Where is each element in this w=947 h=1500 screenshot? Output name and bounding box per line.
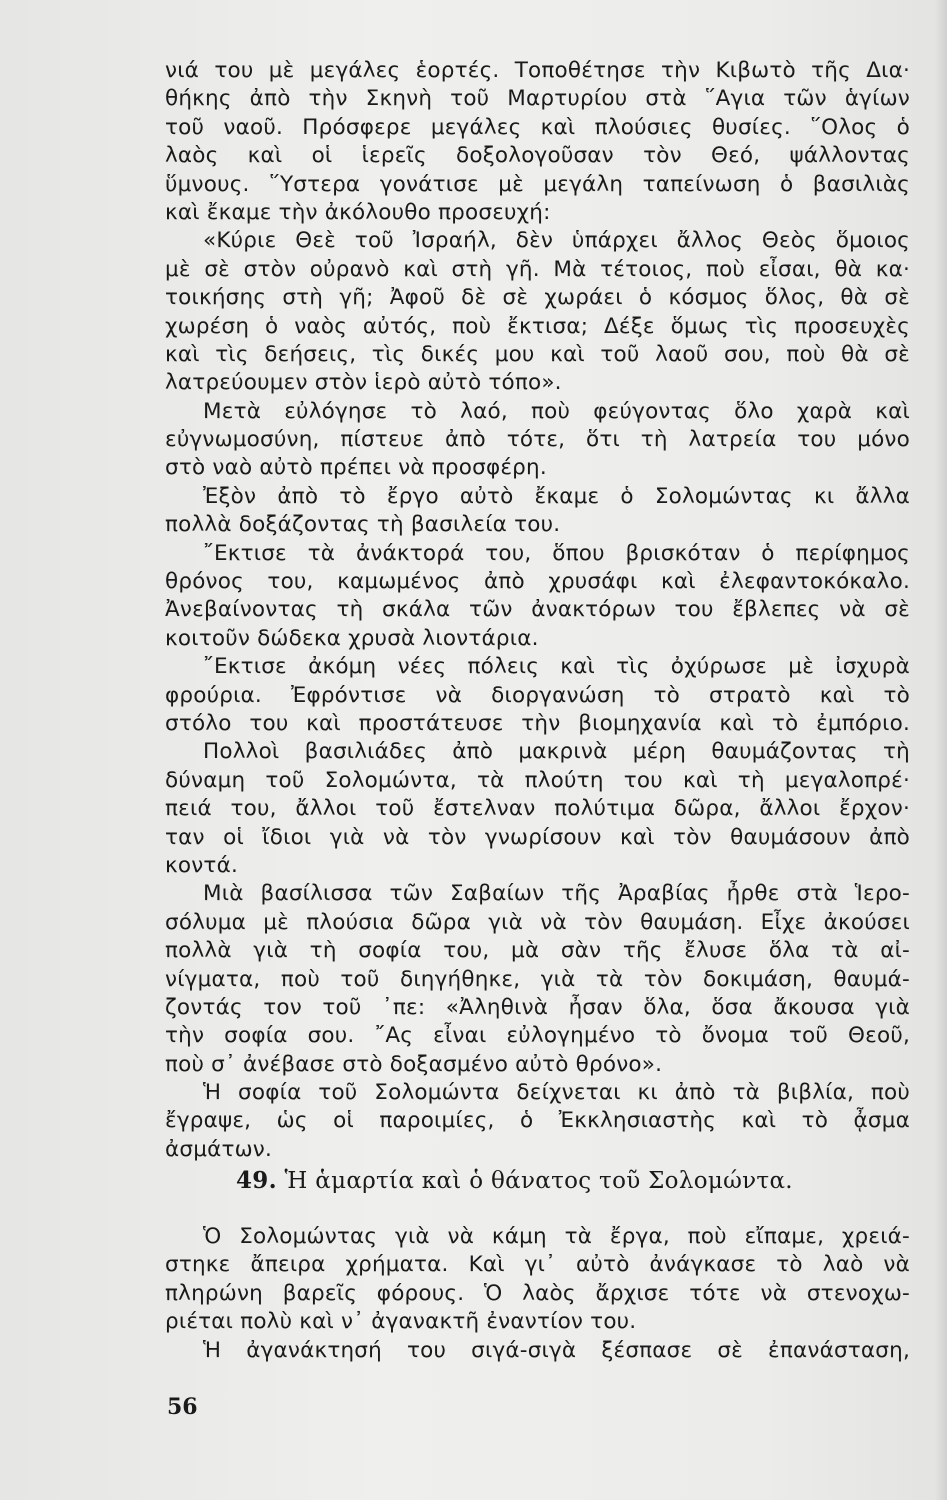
text-line: πολλὰ γιὰ τὴ σοφία του, μὰ σὰν τῆς ἔλυσε ὅλα τὰ αἰ- xyxy=(165,938,910,964)
text-line: νιά του μὲ μεγάλες ἑορτές. Τοποθέτησε τὴν Κιβωτὸ τῆς Δια· xyxy=(165,58,910,83)
body-text xyxy=(165,57,910,1164)
text-line: νίγματα, ποὺ τοῦ διηγήθηκε, γιὰ τὰ τὸν δοκιμάση, θαυμά- xyxy=(165,966,910,992)
text-line: πειά του, ἄλλοι τοῦ ἔστελναν πολύτιμα δῶρα, ἄλλοι ἔρχον· xyxy=(165,796,910,822)
text-line: τοῦ ναοῦ. Πρόσφερε μεγάλες καὶ πλούσιες θυσίες. ῞Ολος ὁ xyxy=(165,114,910,140)
text-line: καὶ ἔκαμε τὴν ἀκόλουθο προσευχή: xyxy=(165,199,551,225)
text-line: εὐγνωμοσύνη, πίστευε ἀπὸ τότε, ὅτι τὴ λατρεία του μόνο xyxy=(165,427,910,453)
text-line: Ἡ σοφία τοῦ Σολομώντα δείχνεται κι ἀπὸ τὰ βιβλία, ποὺ xyxy=(203,1080,910,1106)
text-line: λατρεύουμεν στὸν ἱερὸ αὐτὸ τόπο». xyxy=(165,370,562,396)
text-line: μὲ σὲ στὸν οὐρανὸ καὶ στὴ γῆ. Μὰ τέτοιος, ποὺ εἶσαι, θὰ κα· xyxy=(165,256,910,282)
text-line: πληρώνη βαρεῖς φόρους. Ὁ λαὸς ἄρχισε τότε νὰ στενοχω- xyxy=(165,1280,910,1306)
text-line: «Κύριε Θεὲ τοῦ Ἰσραήλ, δὲν ὑπάρχει ἄλλος Θεὸς ὅμοιος xyxy=(203,228,910,254)
text-line: τοικήσης στὴ γῆ; Ἀφοῦ δὲ σὲ χωράει ὁ κόσμος ὅλος, θὰ σὲ xyxy=(165,285,910,311)
text-line: Ἡ ἀγανάκτησή του σιγά-σιγὰ ξέσπασε σὲ ἐπανάσταση, xyxy=(203,1337,910,1363)
text-line: ἔγραψε, ὡς οἱ παροιμίες, ὁ Ἐκκλησιαστὴς καὶ τὸ ᾆσμα xyxy=(165,1108,910,1134)
text-line: λαὸς καὶ οἱ ἱερεῖς δοξολογοῦσαν τὸν Θεό, ψάλλοντας xyxy=(165,143,910,169)
page-edge-shadow xyxy=(935,0,947,1500)
text-line: ὕμνους. ῞Υστερα γονάτισε μὲ μεγάλη ταπείνωση ὁ βασιλιὰς xyxy=(165,171,910,197)
section-number: 49. xyxy=(236,1167,277,1194)
text-line: χωρέση ὁ ναὸς αὐτός, ποὺ ἔκτισα; Δέξε ὅμως τὶς προσευχὲς xyxy=(165,313,910,339)
text-line: φρούρια. Ἐφρόντισε νὰ διοργανώση τὸ στρατὸ καὶ τὸ xyxy=(165,682,910,708)
text-line: ἀσμάτων. xyxy=(165,1136,273,1162)
text-line: ζοντάς τον τοῦ ᾽πε: «Ἀληθινὰ ἦσαν ὅλα, ὅσα ἄκουσα γιὰ xyxy=(165,994,910,1020)
text-line: καὶ τὶς δεήσεις, τὶς δικές μου καὶ τοῦ λαοῦ σου, ποὺ θὰ σὲ xyxy=(165,341,910,367)
text-line: Μιὰ βασίλισσα τῶν Σαβαίων τῆς Ἀραβίας ἦρθε στὰ Ἱερο- xyxy=(203,881,910,907)
text-line: Μετὰ εὐλόγησε τὸ λαό, ποὺ φεύγοντας ὅλο χαρὰ καὶ xyxy=(203,398,910,424)
text-line: κοιτοῦν δώδεκα χρυσὰ λιοντάρια. xyxy=(165,625,539,651)
text-line: τὴν σοφία σου. ῎Ας εἶναι εὐλογημένο τὸ ὄνομα τοῦ Θεοῦ, xyxy=(165,1023,910,1049)
text-line: δύναμη τοῦ Σολομώντα, τὰ πλούτη του καὶ τὴ μεγαλοπρέ· xyxy=(165,767,910,793)
text-line: Πολλοὶ βασιλιάδες ἀπὸ μακρινὰ μέρη θαυμάζοντας τὴ xyxy=(203,739,910,765)
text-line: στηκε ἄπειρα χρήματα. Καὶ γι᾽ αὐτὸ ἀνάγκασε τὸ λαὸ νὰ xyxy=(165,1252,910,1278)
text-line: ταν οἱ ἴδιοι γιὰ νὰ τὸν γνωρίσουν καὶ τὸν θαυμάσουν ἀπὸ xyxy=(165,824,910,850)
text-line: ῎Εκτισε τὰ ἀνάκτορά του, ὅπου βρισκόταν ὁ περίφημος xyxy=(203,540,910,566)
text-line: Ἐξὸν ἀπὸ τὸ ἔργο αὐτὸ ἔκαμε ὁ Σολομώντας κι ἄλλα xyxy=(203,483,910,509)
page-number: 56 xyxy=(167,1394,198,1420)
text-line: ποὺ σ᾽ ἀνέβασε στὸ δοξασμένο αὐτὸ θρόνο». xyxy=(165,1051,663,1077)
text-line: πολλὰ δοξάζοντας τὴ βασιλεία του. xyxy=(165,512,561,538)
text-line: Ἀνεβαίνοντας τὴ σκάλα τῶν ἀνακτόρων του ἔβλεπες νὰ σὲ xyxy=(165,597,910,623)
text-line: ῎Εκτισε ἀκόμη νέες πόλεις καὶ τὶς ὀχύρωσε μὲ ἰσχυρὰ xyxy=(203,654,910,680)
section-text xyxy=(165,1223,910,1365)
text-line: στὸ ναὸ αὐτὸ πρέπει νὰ προσφέρη. xyxy=(165,455,547,481)
text-line: Ὁ Σολομώντας γιὰ νὰ κάμη τὰ ἔργα, ποὺ εἴπαμε, χρειά- xyxy=(203,1224,910,1249)
section-heading xyxy=(236,1166,793,1196)
text-line: κοντά. xyxy=(165,852,238,878)
text-line: θρόνος του, καμωμένος ἀπὸ χρυσάφι καὶ ἐλεφαντοκόκαλο. xyxy=(165,569,910,595)
text-line: σόλυμα μὲ πλούσια δῶρα γιὰ νὰ τὸν θαυμάση. Εἶχε ἀκούσει xyxy=(165,909,910,935)
text-line: ριέται πολὺ καὶ ν᾽ ἀγανακτῆ ἐναντίον του. xyxy=(165,1309,637,1335)
section-title: Ἡ ἁμαρτία καὶ ὁ θάνατος τοῦ Σολομώντα. xyxy=(284,1168,793,1194)
text-line: στόλο του καὶ προστάτευσε τὴν βιομηχανία καὶ τὸ ἐμπόριο. xyxy=(165,710,910,736)
text-line: θήκης ἀπὸ τὴν Σκηνὴ τοῦ Μαρτυρίου στὰ ῞Αγια τῶν ἁγίων xyxy=(165,86,910,112)
